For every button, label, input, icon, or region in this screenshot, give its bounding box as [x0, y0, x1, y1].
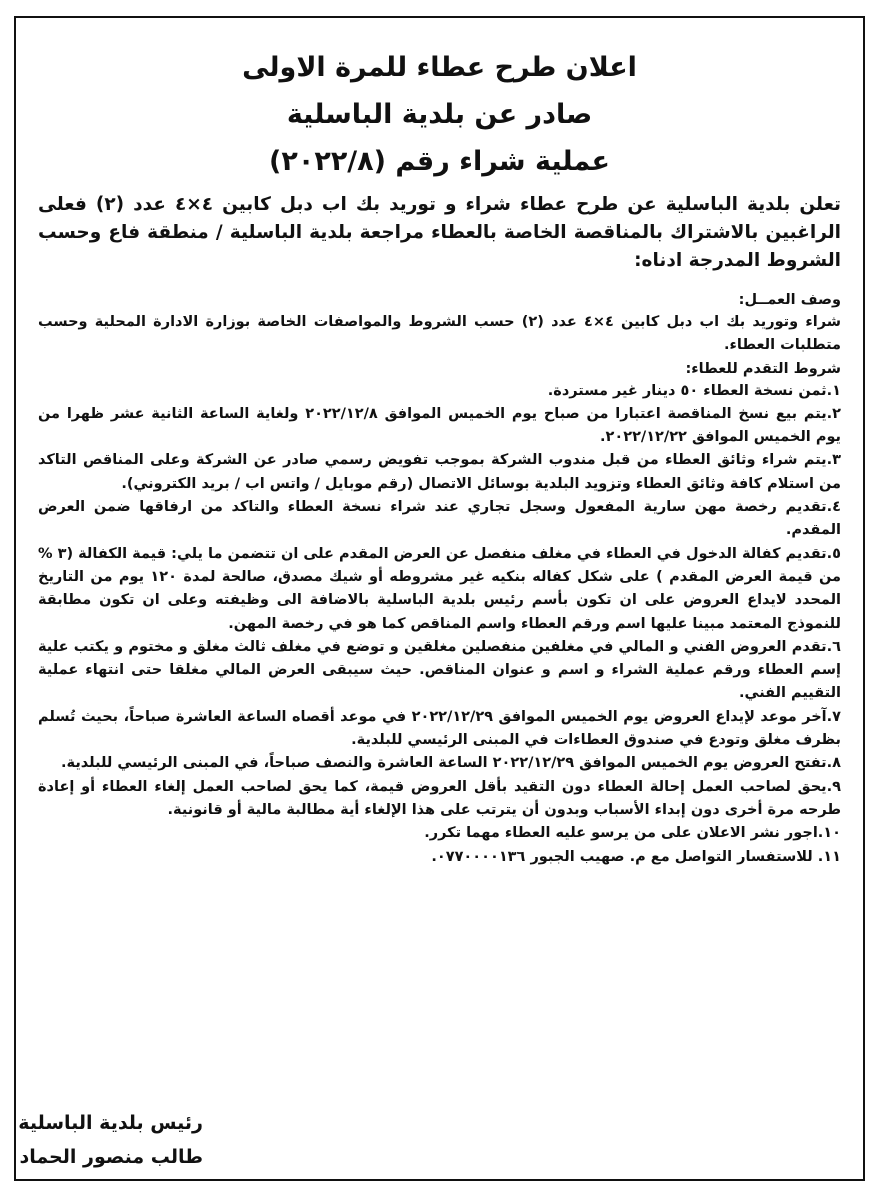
document-border	[14, 16, 865, 1181]
condition-item: ٧.آخر موعد لإيداع العروض يوم الخميس الموافق ٢٠٢٢/١٢/٢٩ في موعد أقصاه الساعة العاشرة صباحاً، بحيث تُسلم بظرف مغلق وتودع في صندوق العطاءات في المبنى الرئيسي للبلدية.	[38, 708, 841, 749]
condition-item: ١١. للاستفسار التواصل مع م. صهيب الجبور ٠٧٧٠٠٠٠١٣٦.	[431, 848, 841, 865]
condition-item: ٦.تقدم العروض الفني و المالي في مغلفين منفصلين مغلقين و توضع في مغلف ثالث مغلق و مختوم و يكتب علية إسم العطاء ورقم عملية الشراء و اسم و عنوان المناقص. حيث سيبقى العرض المالي مغلقا حتى انتهاء عملية التقييم الفني.	[38, 638, 841, 702]
condition-item: ٨.تفتح العروض يوم الخميس الموافق ٢٠٢٢/١٢/٢٩ الساعة العاشرة والنصف صباحاً، في المبنى الرئيسي للبلدية.	[61, 755, 841, 772]
condition-item: ٤.تقديم رخصة مهن سارية المفعول وسجل تجاري عند شراء نسخة العطاء والتاكد من ارفاقها ضمن العرض المقدم.	[38, 499, 841, 539]
condition-item: ٣.يتم شراء وثائق العطاء من قبل مندوب الشركة بموجب تفويض رسمي صادر عن الشركة وعلى المناقص التاكد من استلام كافة وثائق العطاء وتزويد البلدية بوسائل الاتصال (رقم موبايل / واتس اب / بريد الكتروني).	[38, 452, 841, 492]
condition-item: ١٠.اجور نشر الاعلان على من يرسو عليه العطاء مهما تكرر.	[424, 825, 841, 842]
work-description-text: شراء وتوريد بك اب دبل كابين ٤×٤ عدد (٢) حسب الشروط والمواصفات الخاصة بوزارة الادارة المحلية وحسب متطلبات العطاء.	[38, 314, 841, 354]
issuer-title: صادر عن بلدية الباسلية	[286, 99, 593, 130]
conditions-list	[38, 380, 841, 869]
condition-item: ١.ثمن نسخة العطاء ٥٠ دينار غير مستردة.	[547, 382, 841, 399]
signature-block	[18, 1106, 203, 1174]
purchase-number-title: عملية شراء رقم (٢٠٢٢/٨)	[269, 146, 610, 177]
signature-title: رئيس بلدية الباسلية	[18, 1112, 203, 1134]
condition-item: ٢.يتم بيع نسخ المناقصة اعتبارا من صباح يوم الخميس الموافق ٢٠٢٢/١٢/٨ ولغاية الساعة الثانية عشر ظهرا من يوم الخميس الموافق ٢٠٢٢/١٢/٢٢.	[38, 405, 842, 446]
conditions-heading: شروط التقدم للعطاء:	[685, 360, 841, 377]
work-description-heading: وصف العمــل:	[738, 292, 841, 308]
document-body	[16, 18, 863, 1179]
condition-item: ٩.يحق لصاحب العمل إحالة العطاء دون التقيد بأقل العروض قيمة، كما يحق لصاحب العمل إلغاء العطاء أو إعادة طرحه مرة أخرى دون إبداء الأسباب وبدون أن يترتب على هذا الإلغاء أية مطالبة مالية أو قانونية.	[38, 778, 841, 818]
announcement-title: اعلان طرح عطاء للمرة الاولى	[242, 52, 637, 83]
condition-item: ٥.تقديم كفالة الدخول في العطاء في مغلف منفصل عن العرض المقدم على ان تتضمن ما يلي: قيمة الكفالة (٣ % من قيمة العرض المقدم ) على شكل كفاله بنكيه غير مشروطه أو شيك مصدق، صالحة لمدة ١٢٠ يوم من التاريخ المحدد لايداع العروض على ان تكون بأسم رئيس بلدية الباسلية بالاضافة الى وظيفته وعلى ان تكون مطابقة للنموذج المعتمد مبينا عليها اسم ورقم العطاء واسم المناقص كما هو في رخصة المهن.	[38, 545, 841, 632]
signature-name: طالب منصور الحماد	[19, 1146, 203, 1168]
intro-paragraph: تعلن بلدية الباسلية عن طرح عطاء شراء و توريد بك اب دبل كابين ٤×٤ عدد (٢) فعلى الراغبين بالاشتراك بالمناقصة الخاصة بالعطاء مراجعة بلدية الباسلية / منطقة فاع وحسب الشروط المدرجة ادناه:	[38, 194, 841, 271]
